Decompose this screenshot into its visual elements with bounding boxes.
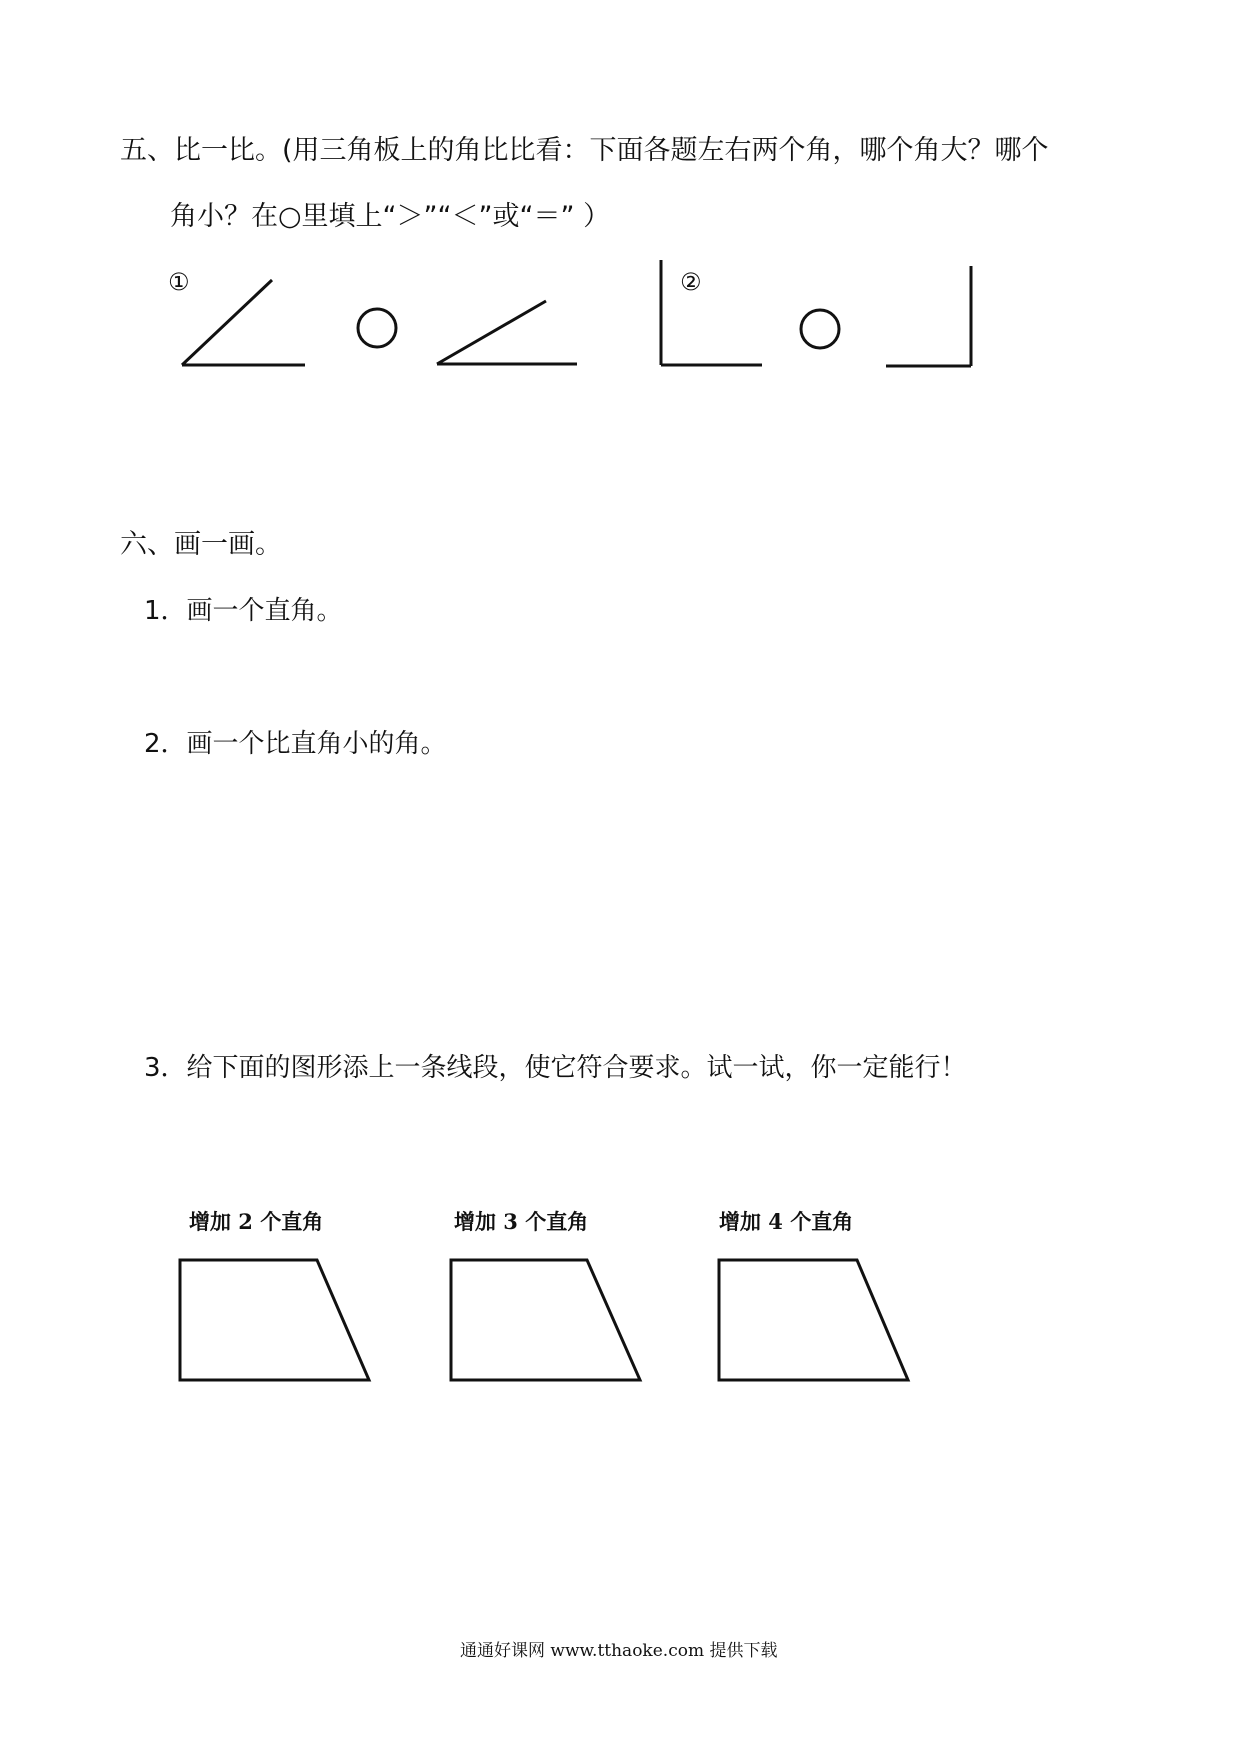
shape-1-label: 增加 2 个直角 (189, 1209, 324, 1234)
section5-heading-line1: 五、比一比。(用三角板上的角比比看：下面各题左右两个角，哪个角大？哪个 (120, 135, 1049, 166)
footer-text: 通通好课网 www.tthaoke.com 提供下载 (460, 1641, 778, 1661)
shape-3-label: 增加 4 个直角 (719, 1209, 854, 1234)
shape-2-label: 增加 3 个直角 (454, 1209, 589, 1234)
section6-q3: 3．给下面的图形添上一条线段，使它符合要求。试一试，你一定能行！ (144, 1053, 967, 1083)
item1-marker: ① (168, 268, 190, 296)
item2-marker: ② (680, 268, 702, 296)
section6-q2: 2．画一个比直角小的角。 (144, 729, 447, 759)
section5-heading-line2: 角小？在○里填上“＞”“＜”或“＝” ） (170, 201, 611, 232)
trapezoid-1[interactable] (180, 1260, 369, 1380)
trapezoid-2[interactable] (451, 1260, 640, 1380)
section6-q1: 1．画一个直角。 (144, 596, 343, 626)
section6-heading: 六、画一画。 (120, 529, 282, 560)
trapezoid-3[interactable] (719, 1260, 908, 1380)
